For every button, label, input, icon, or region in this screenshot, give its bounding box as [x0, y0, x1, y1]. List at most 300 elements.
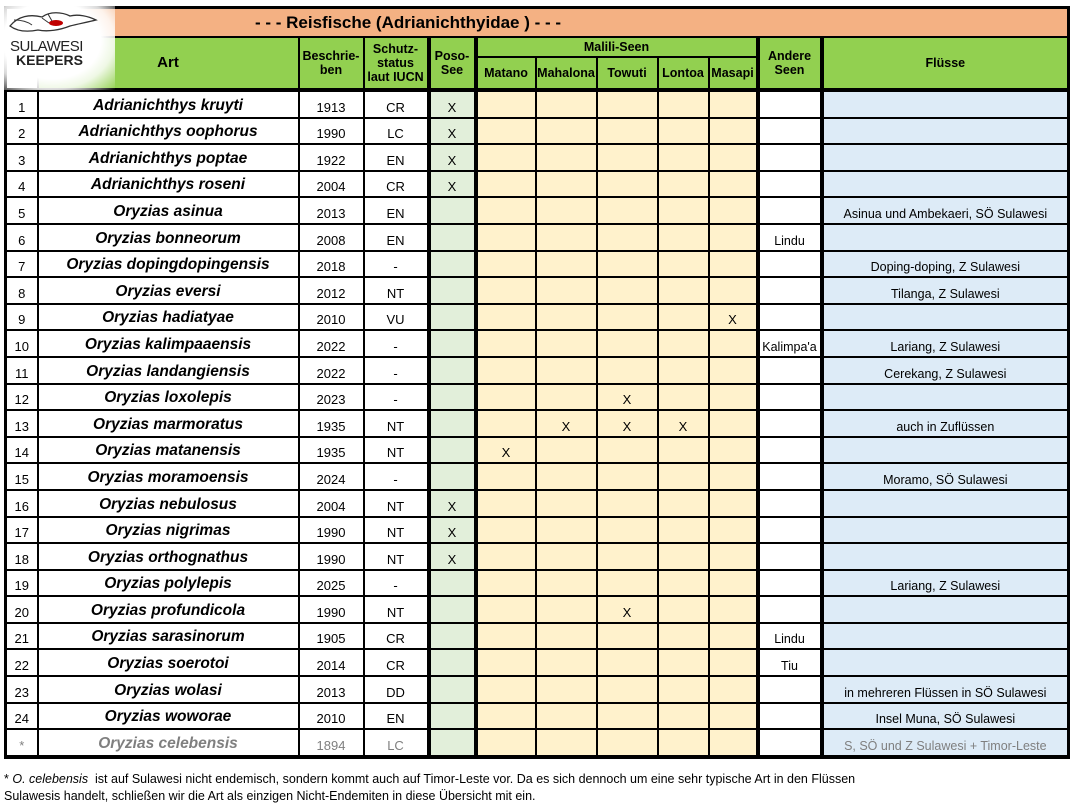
year-described: 2012 — [299, 277, 364, 304]
species-name: Oryzias hadiatyae — [38, 304, 299, 331]
malili-mahalona-cell — [536, 90, 597, 118]
species-name: Oryzias landangiensis — [38, 357, 299, 384]
malili-matano-cell — [476, 224, 536, 251]
andere-seen-cell — [758, 197, 822, 224]
table-row — [6, 171, 1069, 198]
andere-seen-cell: Kalimpa'a — [758, 330, 822, 357]
iucn-status: NT — [364, 490, 429, 517]
malili-masapi-cell — [709, 197, 758, 224]
malili-matano-cell: X — [476, 437, 536, 464]
sulawesi-keepers-logo — [0, 0, 115, 90]
poso-see-cell — [429, 729, 476, 757]
malili-lontoa-cell — [658, 729, 709, 757]
malili-matano-cell — [476, 90, 536, 118]
malili-matano-cell — [476, 570, 536, 597]
malili-towuti-cell — [597, 144, 658, 171]
poso-see-cell — [429, 676, 476, 703]
header-schutzstatus-l2: status — [377, 56, 414, 70]
species-name: Oryzias bonneorum — [38, 224, 299, 251]
fluesse-cell — [822, 543, 1069, 570]
andere-seen-cell — [758, 490, 822, 517]
title-row — [6, 8, 1069, 38]
table-row — [6, 251, 1069, 278]
iucn-status: - — [364, 570, 429, 597]
malili-matano-cell — [476, 649, 536, 676]
header-malili-group: Malili-Seen — [476, 37, 758, 57]
fluesse-cell — [822, 224, 1069, 251]
andere-seen-cell — [758, 463, 822, 490]
malili-towuti-cell — [597, 118, 658, 145]
year-described: 2023 — [299, 384, 364, 411]
malili-mahalona-cell — [536, 357, 597, 384]
malili-lontoa-cell — [658, 596, 709, 623]
malili-lontoa-cell — [658, 330, 709, 357]
fluesse-cell — [822, 437, 1069, 464]
malili-towuti-cell: X — [597, 410, 658, 437]
species-table — [4, 6, 1070, 759]
malili-towuti-cell — [597, 729, 658, 757]
malili-masapi-cell — [709, 729, 758, 757]
malili-lontoa-cell — [658, 703, 709, 730]
poso-see-cell — [429, 570, 476, 597]
malili-lontoa-cell — [658, 357, 709, 384]
malili-lontoa-cell — [658, 543, 709, 570]
header-poso — [429, 37, 476, 90]
species-name: Adrianichthys roseni — [38, 171, 299, 198]
malili-lontoa-cell — [658, 649, 709, 676]
malili-towuti-cell — [597, 251, 658, 278]
table-row — [6, 649, 1069, 676]
malili-lontoa-cell — [658, 490, 709, 517]
malili-masapi-cell — [709, 171, 758, 198]
year-described: 2022 — [299, 357, 364, 384]
row-number: 1 — [6, 90, 38, 118]
andere-seen-cell: Lindu — [758, 224, 822, 251]
iucn-status: CR — [364, 171, 429, 198]
poso-see-cell — [429, 224, 476, 251]
table-row — [6, 676, 1069, 703]
malili-matano-cell — [476, 703, 536, 730]
malili-towuti-cell — [597, 357, 658, 384]
footnote — [4, 771, 1067, 805]
malili-matano-cell — [476, 596, 536, 623]
poso-see-cell: X — [429, 490, 476, 517]
malili-lontoa-cell — [658, 517, 709, 544]
table-row — [6, 729, 1069, 757]
year-described: 1922 — [299, 144, 364, 171]
poso-see-cell — [429, 623, 476, 650]
andere-seen-cell — [758, 596, 822, 623]
species-name: Oryzias asinua — [38, 197, 299, 224]
malili-towuti-cell — [597, 463, 658, 490]
species-name: Oryzias polylepis — [38, 570, 299, 597]
row-number: 11 — [6, 357, 38, 384]
poso-see-cell: X — [429, 543, 476, 570]
andere-seen-cell — [758, 676, 822, 703]
row-number: 3 — [6, 144, 38, 171]
species-name: Oryzias nigrimas — [38, 517, 299, 544]
malili-towuti-cell — [597, 703, 658, 730]
andere-seen-cell — [758, 357, 822, 384]
poso-see-cell — [429, 463, 476, 490]
malili-mahalona-cell — [536, 277, 597, 304]
year-described: 2004 — [299, 171, 364, 198]
malili-masapi-cell — [709, 224, 758, 251]
species-name: Oryzias profundicola — [38, 596, 299, 623]
andere-seen-cell — [758, 251, 822, 278]
header-andere-l1: Andere — [767, 49, 812, 63]
header-schutzstatus-l1: Schutz- — [372, 42, 419, 56]
footnote-species: O. celebensis — [12, 772, 89, 786]
species-table-sheet — [4, 6, 1067, 759]
malili-towuti-cell — [597, 330, 658, 357]
species-name: Oryzias eversi — [38, 277, 299, 304]
species-rows — [6, 90, 1069, 757]
row-number: 22 — [6, 649, 38, 676]
year-described: 2024 — [299, 463, 364, 490]
species-name: Oryzias dopingdopingensis — [38, 251, 299, 278]
malili-masapi-cell — [709, 251, 758, 278]
header-beschrieben-l1: Beschrie- — [302, 49, 360, 63]
poso-see-cell — [429, 410, 476, 437]
footnote-marker: * — [4, 772, 13, 786]
fluesse-cell: Cerekang, Z Sulawesi — [822, 357, 1069, 384]
andere-seen-cell — [758, 410, 822, 437]
header-beschrieben — [299, 37, 364, 90]
year-described: 1935 — [299, 410, 364, 437]
fluesse-cell: Asinua und Ambekaeri, SÖ Sulawesi — [822, 197, 1069, 224]
row-number: 6 — [6, 224, 38, 251]
iucn-status: - — [364, 357, 429, 384]
malili-mahalona-cell — [536, 676, 597, 703]
row-number: * — [6, 729, 38, 757]
row-number: 18 — [6, 543, 38, 570]
header-poso-l1: Poso- — [434, 49, 470, 63]
row-number: 5 — [6, 197, 38, 224]
malili-mahalona-cell — [536, 171, 597, 198]
andere-seen-cell — [758, 543, 822, 570]
species-name: Adrianichthys oophorus — [38, 118, 299, 145]
andere-seen-cell — [758, 729, 822, 757]
fluesse-cell — [822, 304, 1069, 331]
andere-seen-cell — [758, 517, 822, 544]
malili-mahalona-cell — [536, 384, 597, 411]
fluesse-cell — [822, 623, 1069, 650]
poso-see-cell — [429, 304, 476, 331]
malili-masapi-cell — [709, 90, 758, 118]
year-described: 2004 — [299, 490, 364, 517]
malili-mahalona-cell — [536, 224, 597, 251]
andere-seen-cell — [758, 304, 822, 331]
table-row — [6, 118, 1069, 145]
header-lontoa: Lontoa — [658, 57, 709, 90]
malili-lontoa-cell — [658, 224, 709, 251]
malili-towuti-cell — [597, 171, 658, 198]
iucn-status: NT — [364, 410, 429, 437]
species-name: Oryzias moramoensis — [38, 463, 299, 490]
malili-mahalona-cell — [536, 330, 597, 357]
table-row — [6, 197, 1069, 224]
year-described: 2022 — [299, 330, 364, 357]
table-row — [6, 437, 1069, 464]
fluesse-cell — [822, 384, 1069, 411]
species-name: Oryzias celebensis — [38, 729, 299, 757]
table-row — [6, 517, 1069, 544]
header-andere — [758, 37, 822, 90]
table-row — [6, 703, 1069, 730]
fluesse-cell: Moramo, SÖ Sulawesi — [822, 463, 1069, 490]
species-name: Oryzias wolasi — [38, 676, 299, 703]
malili-matano-cell — [476, 490, 536, 517]
iucn-status: EN — [364, 224, 429, 251]
poso-see-cell: X — [429, 517, 476, 544]
fluesse-cell: Lariang, Z Sulawesi — [822, 330, 1069, 357]
iucn-status: CR — [364, 90, 429, 118]
malili-towuti-cell — [597, 517, 658, 544]
poso-see-cell — [429, 649, 476, 676]
year-described: 1990 — [299, 118, 364, 145]
andere-seen-cell: Lindu — [758, 623, 822, 650]
iucn-status: - — [364, 330, 429, 357]
malili-mahalona-cell — [536, 543, 597, 570]
header-schutzstatus-l3: laut IUCN — [367, 70, 424, 84]
malili-lontoa-cell — [658, 251, 709, 278]
malili-mahalona-cell — [536, 437, 597, 464]
fluesse-cell: Tilanga, Z Sulawesi — [822, 277, 1069, 304]
malili-matano-cell — [476, 543, 536, 570]
fluesse-cell: S, SÖ und Z Sulawesi + Timor-Leste — [822, 729, 1069, 757]
row-number: 16 — [6, 490, 38, 517]
poso-see-cell: X — [429, 171, 476, 198]
malili-mahalona-cell — [536, 703, 597, 730]
footnote-line2: Sulawesis handelt, schließen wir die Art als einzigen Nicht-Endemiten in diese Übersicht mit ein. — [4, 789, 536, 803]
fluesse-cell — [822, 596, 1069, 623]
malili-towuti-cell — [597, 543, 658, 570]
row-number: 8 — [6, 277, 38, 304]
row-number: 24 — [6, 703, 38, 730]
year-described: 2010 — [299, 304, 364, 331]
malili-towuti-cell — [597, 570, 658, 597]
table-row — [6, 543, 1069, 570]
row-number: 19 — [6, 570, 38, 597]
header-mahalona: Mahalona — [536, 57, 597, 90]
malili-lontoa-cell — [658, 384, 709, 411]
iucn-status: EN — [364, 144, 429, 171]
malili-masapi-cell — [709, 410, 758, 437]
malili-matano-cell — [476, 118, 536, 145]
malili-mahalona-cell — [536, 596, 597, 623]
poso-see-cell — [429, 197, 476, 224]
row-number: 9 — [6, 304, 38, 331]
malili-mahalona-cell — [536, 490, 597, 517]
table-row — [6, 304, 1069, 331]
iucn-status: - — [364, 251, 429, 278]
fluesse-cell — [822, 171, 1069, 198]
malili-towuti-cell — [597, 490, 658, 517]
malili-mahalona-cell — [536, 623, 597, 650]
species-name: Oryzias orthognathus — [38, 543, 299, 570]
malili-towuti-cell — [597, 197, 658, 224]
fluesse-cell: in mehreren Flüssen in SÖ Sulawesi — [822, 676, 1069, 703]
header-poso-l2: See — [440, 63, 464, 77]
malili-mahalona-cell — [536, 118, 597, 145]
malili-lontoa-cell — [658, 118, 709, 145]
malili-towuti-cell — [597, 277, 658, 304]
malili-towuti-cell — [597, 676, 658, 703]
year-described: 1905 — [299, 623, 364, 650]
logo-line1: SULAWESI — [10, 38, 83, 55]
year-described: 2013 — [299, 197, 364, 224]
andere-seen-cell — [758, 570, 822, 597]
malili-mahalona-cell — [536, 729, 597, 757]
table-row — [6, 384, 1069, 411]
year-described: 2013 — [299, 676, 364, 703]
malili-masapi-cell — [709, 517, 758, 544]
malili-matano-cell — [476, 384, 536, 411]
fluesse-cell: Insel Muna, SÖ Sulawesi — [822, 703, 1069, 730]
row-number: 23 — [6, 676, 38, 703]
header-beschrieben-l2: ben — [319, 63, 343, 77]
table-row — [6, 277, 1069, 304]
year-described: 2010 — [299, 703, 364, 730]
iucn-status: NT — [364, 517, 429, 544]
poso-see-cell — [429, 384, 476, 411]
malili-towuti-cell: X — [597, 384, 658, 411]
table-row — [6, 463, 1069, 490]
table-row — [6, 144, 1069, 171]
malili-masapi-cell: X — [709, 304, 758, 331]
poso-see-cell — [429, 703, 476, 730]
malili-masapi-cell — [709, 144, 758, 171]
poso-see-cell — [429, 357, 476, 384]
footnote-line1: ist auf Sulawesi nicht endemisch, sondern kommt auch auf Timor-Leste vor. Da es sich dennoch um eine sehr typische Art in den Flüssen — [88, 772, 856, 786]
malili-lontoa-cell — [658, 676, 709, 703]
malili-matano-cell — [476, 197, 536, 224]
table-row — [6, 357, 1069, 384]
fluesse-cell — [822, 517, 1069, 544]
table-row — [6, 90, 1069, 118]
malili-mahalona-cell — [536, 197, 597, 224]
species-name: Oryzias marmoratus — [38, 410, 299, 437]
malili-matano-cell — [476, 676, 536, 703]
fluesse-cell: Lariang, Z Sulawesi — [822, 570, 1069, 597]
iucn-status: EN — [364, 197, 429, 224]
malili-lontoa-cell — [658, 197, 709, 224]
malili-lontoa-cell — [658, 463, 709, 490]
iucn-status: CR — [364, 623, 429, 650]
andere-seen-cell: Tiu — [758, 649, 822, 676]
table-row — [6, 224, 1069, 251]
year-described: 2014 — [299, 649, 364, 676]
poso-see-cell — [429, 277, 476, 304]
poso-see-cell — [429, 437, 476, 464]
malili-masapi-cell — [709, 277, 758, 304]
malili-masapi-cell — [709, 570, 758, 597]
malili-matano-cell — [476, 251, 536, 278]
fluesse-cell: Doping-doping, Z Sulawesi — [822, 251, 1069, 278]
fluesse-cell — [822, 90, 1069, 118]
malili-matano-cell — [476, 144, 536, 171]
malili-mahalona-cell — [536, 570, 597, 597]
header-matano: Matano — [476, 57, 536, 90]
iucn-status: NT — [364, 277, 429, 304]
malili-matano-cell — [476, 729, 536, 757]
malili-masapi-cell — [709, 118, 758, 145]
malili-masapi-cell — [709, 649, 758, 676]
malili-lontoa-cell — [658, 570, 709, 597]
malili-matano-cell — [476, 277, 536, 304]
malili-mahalona-cell — [536, 251, 597, 278]
header-schutzstatus — [364, 37, 429, 90]
malili-matano-cell — [476, 623, 536, 650]
header-masapi: Masapi — [709, 57, 758, 90]
poso-see-cell — [429, 596, 476, 623]
andere-seen-cell — [758, 384, 822, 411]
year-described: 2025 — [299, 570, 364, 597]
poso-see-cell: X — [429, 90, 476, 118]
malili-masapi-cell — [709, 490, 758, 517]
table-title: - - - Reisfische (Adrianichthyidae ) - - - — [38, 8, 1069, 38]
iucn-status: CR — [364, 649, 429, 676]
header-art: Art — [38, 37, 299, 90]
malili-masapi-cell — [709, 703, 758, 730]
malili-matano-cell — [476, 357, 536, 384]
species-name: Oryzias loxolepis — [38, 384, 299, 411]
malili-lontoa-cell — [658, 437, 709, 464]
year-described: 2018 — [299, 251, 364, 278]
row-number: 12 — [6, 384, 38, 411]
malili-matano-cell — [476, 171, 536, 198]
year-described: 1990 — [299, 596, 364, 623]
species-name: Adrianichthys poptae — [38, 144, 299, 171]
malili-lontoa-cell — [658, 623, 709, 650]
malili-masapi-cell — [709, 357, 758, 384]
row-number: 21 — [6, 623, 38, 650]
iucn-status: - — [364, 384, 429, 411]
malili-masapi-cell — [709, 543, 758, 570]
malili-masapi-cell — [709, 676, 758, 703]
malili-mahalona-cell — [536, 304, 597, 331]
fluesse-cell: auch in Zuflüssen — [822, 410, 1069, 437]
species-name: Oryzias kalimpaaensis — [38, 330, 299, 357]
table-row — [6, 570, 1069, 597]
header-towuti: Towuti — [597, 57, 658, 90]
malili-lontoa-cell — [658, 90, 709, 118]
malili-towuti-cell — [597, 437, 658, 464]
iucn-status: LC — [364, 729, 429, 757]
row-number: 10 — [6, 330, 38, 357]
malili-lontoa-cell — [658, 304, 709, 331]
malili-matano-cell — [476, 410, 536, 437]
andere-seen-cell — [758, 437, 822, 464]
iucn-status: VU — [364, 304, 429, 331]
malili-lontoa-cell — [658, 277, 709, 304]
iucn-status: EN — [364, 703, 429, 730]
iucn-status: NT — [364, 437, 429, 464]
malili-masapi-cell — [709, 463, 758, 490]
andere-seen-cell — [758, 118, 822, 145]
malili-towuti-cell — [597, 90, 658, 118]
poso-see-cell — [429, 251, 476, 278]
fluesse-cell — [822, 118, 1069, 145]
malili-towuti-cell: X — [597, 596, 658, 623]
malili-masapi-cell — [709, 437, 758, 464]
row-number: 15 — [6, 463, 38, 490]
row-number: 4 — [6, 171, 38, 198]
malili-masapi-cell — [709, 596, 758, 623]
andere-seen-cell — [758, 171, 822, 198]
year-described: 1913 — [299, 90, 364, 118]
